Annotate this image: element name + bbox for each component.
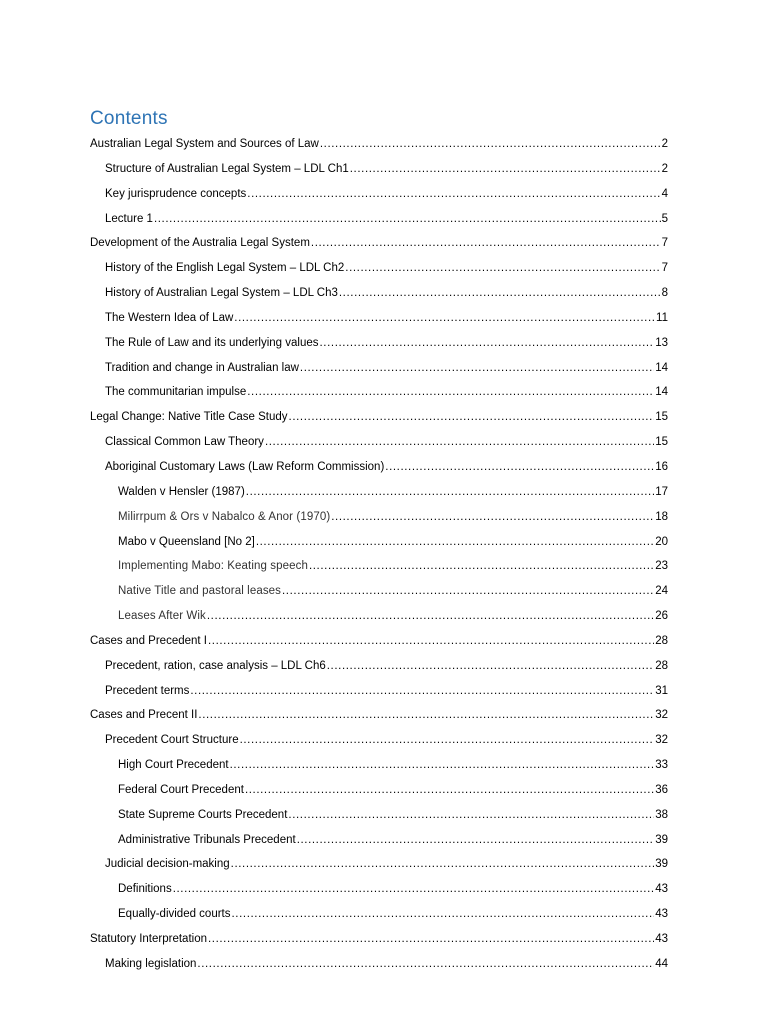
toc-entry[interactable] (90, 755, 668, 780)
toc-dot-leader (311, 233, 661, 253)
toc-dot-leader (288, 805, 654, 825)
toc-entry-page-number[interactable]: 4 (661, 187, 668, 200)
toc-entry-title[interactable]: Native Title and pastoral leases (118, 585, 282, 598)
toc-entry-title[interactable]: Leases After Wik (118, 610, 206, 623)
toc-entry-title[interactable]: Development of the Australia Legal System (90, 237, 310, 250)
toc-entry-title[interactable]: The Western Idea of Law (105, 311, 234, 324)
toc-entry-title[interactable]: The Rule of Law and its underlying values (105, 336, 319, 349)
toc-entry[interactable] (90, 159, 668, 184)
toc-entry-page-number[interactable]: 11 (656, 311, 668, 324)
toc-entry-title[interactable]: Cases and Precent II (90, 709, 198, 722)
toc-dot-leader (197, 954, 654, 974)
toc-dot-leader (207, 606, 654, 626)
toc-entry-page-number[interactable]: 15 (655, 436, 668, 449)
toc-entry-page-number[interactable]: 2 (661, 162, 668, 175)
toc-dot-leader (256, 532, 654, 552)
toc-entry-page-number[interactable]: 39 (655, 858, 668, 871)
toc-entry-page-number[interactable]: 39 (655, 833, 668, 846)
toc-entry-page-number[interactable]: 13 (655, 336, 668, 349)
toc-entry[interactable] (90, 681, 668, 706)
toc-entry[interactable] (90, 904, 668, 929)
toc-entry[interactable] (90, 805, 668, 830)
toc-entry-page-number[interactable]: 16 (655, 460, 668, 473)
toc-entry-title[interactable]: State Supreme Courts Precedent (118, 808, 288, 821)
toc-entry[interactable] (90, 556, 668, 581)
toc-entry[interactable] (90, 258, 668, 283)
toc-entry-title[interactable]: Precedent, ration, case analysis – LDL Ch6 (105, 659, 326, 672)
toc-dot-leader (350, 159, 661, 179)
toc-dot-leader (208, 631, 654, 651)
toc-dot-leader (309, 556, 654, 576)
toc-entry-title[interactable]: Aboriginal Customary Laws (Law Reform Commission) (105, 460, 385, 473)
toc-entry[interactable] (90, 382, 668, 407)
toc-entry-title[interactable]: Equally-divided courts (118, 908, 231, 921)
toc-dot-leader (320, 134, 661, 154)
toc-dot-leader (331, 507, 654, 527)
toc-entry-title[interactable]: Milirrpum & Ors v Nabalco & Anor (1970) (118, 510, 331, 523)
toc-dot-leader (154, 209, 661, 229)
toc-dot-leader (198, 705, 654, 725)
toc-entry-page-number[interactable]: 8 (661, 287, 668, 300)
toc-entry[interactable] (90, 929, 668, 954)
toc-entry[interactable] (90, 233, 668, 258)
toc-dot-leader (247, 382, 654, 402)
toc-entry-page-number[interactable]: 36 (655, 783, 668, 796)
toc-entry[interactable] (90, 333, 668, 358)
toc-entry-title[interactable]: Key jurisprudence concepts (105, 187, 247, 200)
toc-entry-page-number[interactable]: 26 (655, 610, 668, 623)
toc-entry-title[interactable]: Statutory Interpretation (90, 933, 207, 945)
toc-dot-leader (345, 258, 660, 278)
toc-entry[interactable] (90, 283, 668, 308)
toc-entry-title[interactable]: Definitions (118, 883, 172, 896)
toc-entry-page-number[interactable]: 32 (655, 709, 668, 722)
toc-entry-title[interactable]: Implementing Mabo: Keating speech (118, 560, 308, 573)
toc-entry-title[interactable]: History of Australian Legal System – LDL Ch3 (105, 287, 338, 300)
toc-entry-title[interactable]: Administrative Tribunals Precedent (118, 833, 296, 846)
toc-entry[interactable] (90, 532, 668, 557)
toc-entry-page-number[interactable]: 28 (655, 634, 668, 647)
toc-entry[interactable] (90, 581, 668, 606)
toc-entry[interactable] (90, 457, 668, 482)
toc-entry-title[interactable]: Cases and Precedent I (90, 634, 207, 647)
toc-entry-page-number[interactable]: 43 (655, 933, 668, 945)
toc-entry-page-number[interactable]: 24 (655, 585, 668, 598)
toc-entry-title[interactable]: Tradition and change in Australian law (105, 361, 299, 374)
toc-dot-leader (282, 581, 654, 601)
toc-dot-leader (231, 854, 655, 874)
toc-entry-page-number[interactable]: 17 (655, 485, 668, 498)
toc-entry[interactable] (90, 432, 668, 457)
toc-entry-page-number[interactable]: 18 (655, 510, 668, 523)
toc-dot-leader (339, 283, 661, 303)
toc-entry-title[interactable]: Legal Change: Native Title Case Study (90, 411, 288, 424)
toc-entry[interactable] (90, 134, 668, 159)
toc-entry-title[interactable]: Lecture 1 (105, 212, 153, 225)
toc-entry-title[interactable]: Federal Court Precedent (118, 783, 244, 796)
toc-entry-title[interactable]: Australian Legal System and Sources of Law (90, 138, 319, 150)
toc-entry-page-number[interactable]: 14 (655, 386, 668, 399)
toc-entry-title[interactable]: Making legislation (105, 957, 197, 970)
toc-heading: Contents (90, 108, 168, 129)
toc-entry[interactable] (90, 482, 668, 507)
toc-entry[interactable] (90, 308, 668, 333)
toc-entry-page-number[interactable]: 32 (655, 734, 668, 747)
toc-entry-title[interactable]: High Court Precedent (118, 759, 229, 772)
toc-entry[interactable] (90, 358, 668, 383)
toc-entry-page-number[interactable]: 43 (655, 883, 668, 896)
toc-dot-leader (232, 904, 655, 924)
toc-entry-page-number[interactable]: 7 (661, 237, 668, 250)
toc-entry[interactable] (90, 780, 668, 805)
toc-entry[interactable] (90, 507, 668, 532)
toc-entry-title[interactable]: Structure of Australian Legal System – LDL Ch1 (105, 162, 349, 175)
toc-entry[interactable] (90, 705, 668, 730)
toc-dot-leader (245, 780, 654, 800)
toc-entry[interactable] (90, 854, 668, 879)
toc-dot-leader (173, 879, 655, 899)
toc-entry-page-number[interactable]: 2 (661, 138, 668, 150)
toc-entry-page-number[interactable]: 15 (655, 411, 668, 424)
toc-entry-page-number[interactable]: 33 (655, 759, 668, 772)
toc-entry-title[interactable]: Classical Common Law Theory (105, 436, 264, 449)
toc-dot-leader (327, 656, 654, 676)
toc-dot-leader (247, 184, 660, 204)
toc-dot-leader (230, 755, 655, 775)
toc-entry-page-number[interactable]: 28 (655, 659, 668, 672)
toc-entry[interactable] (90, 631, 668, 656)
toc-entry-page-number[interactable]: 20 (655, 535, 668, 548)
toc-entry[interactable] (90, 730, 668, 755)
toc-dot-leader (240, 730, 655, 750)
toc-entry[interactable] (90, 830, 668, 855)
toc-entry-title[interactable]: The communitarian impulse (105, 386, 247, 399)
toc-dot-leader (289, 407, 655, 427)
toc-dot-leader (208, 929, 654, 949)
toc-dot-leader (190, 681, 654, 701)
toc-entry[interactable] (90, 656, 668, 681)
toc-entry-page-number[interactable]: 38 (655, 808, 668, 821)
toc-dot-leader (320, 333, 655, 353)
toc-entry[interactable] (90, 184, 668, 209)
toc-entry[interactable] (90, 954, 668, 979)
toc-entry-page-number[interactable]: 14 (655, 361, 668, 374)
toc-entry-title[interactable]: Mabo v Queensland [No 2] (118, 535, 255, 548)
toc-dot-leader (297, 830, 655, 850)
toc-entry[interactable] (90, 407, 668, 432)
toc-dot-leader (246, 482, 654, 502)
toc-entry-title[interactable]: Precedent Court Structure (105, 734, 239, 747)
toc-entry-title[interactable]: Precedent terms (105, 684, 190, 697)
toc-dot-leader (265, 432, 654, 452)
toc-entry-page-number[interactable]: 43 (655, 908, 668, 921)
toc-entry-page-number[interactable]: 5 (661, 212, 668, 225)
toc-entry-page-number[interactable]: 31 (655, 684, 668, 697)
toc-dot-leader (300, 358, 654, 378)
toc-dot-leader (385, 457, 654, 477)
table-of-contents (90, 134, 668, 979)
toc-dot-leader (234, 308, 655, 328)
toc-entry-page-number[interactable]: 23 (655, 560, 668, 573)
toc-entry-title[interactable]: History of the English Legal System – LDL Ch2 (105, 262, 345, 275)
toc-entry-page-number[interactable]: 7 (661, 262, 668, 275)
toc-entry-title[interactable]: Judicial decision-making (105, 858, 230, 871)
toc-entry[interactable] (90, 606, 668, 631)
toc-entry[interactable] (90, 879, 668, 904)
toc-entry-title[interactable]: Walden v Hensler (1987) (118, 485, 245, 498)
toc-entry[interactable] (90, 209, 668, 234)
toc-entry-page-number[interactable]: 44 (655, 957, 668, 970)
